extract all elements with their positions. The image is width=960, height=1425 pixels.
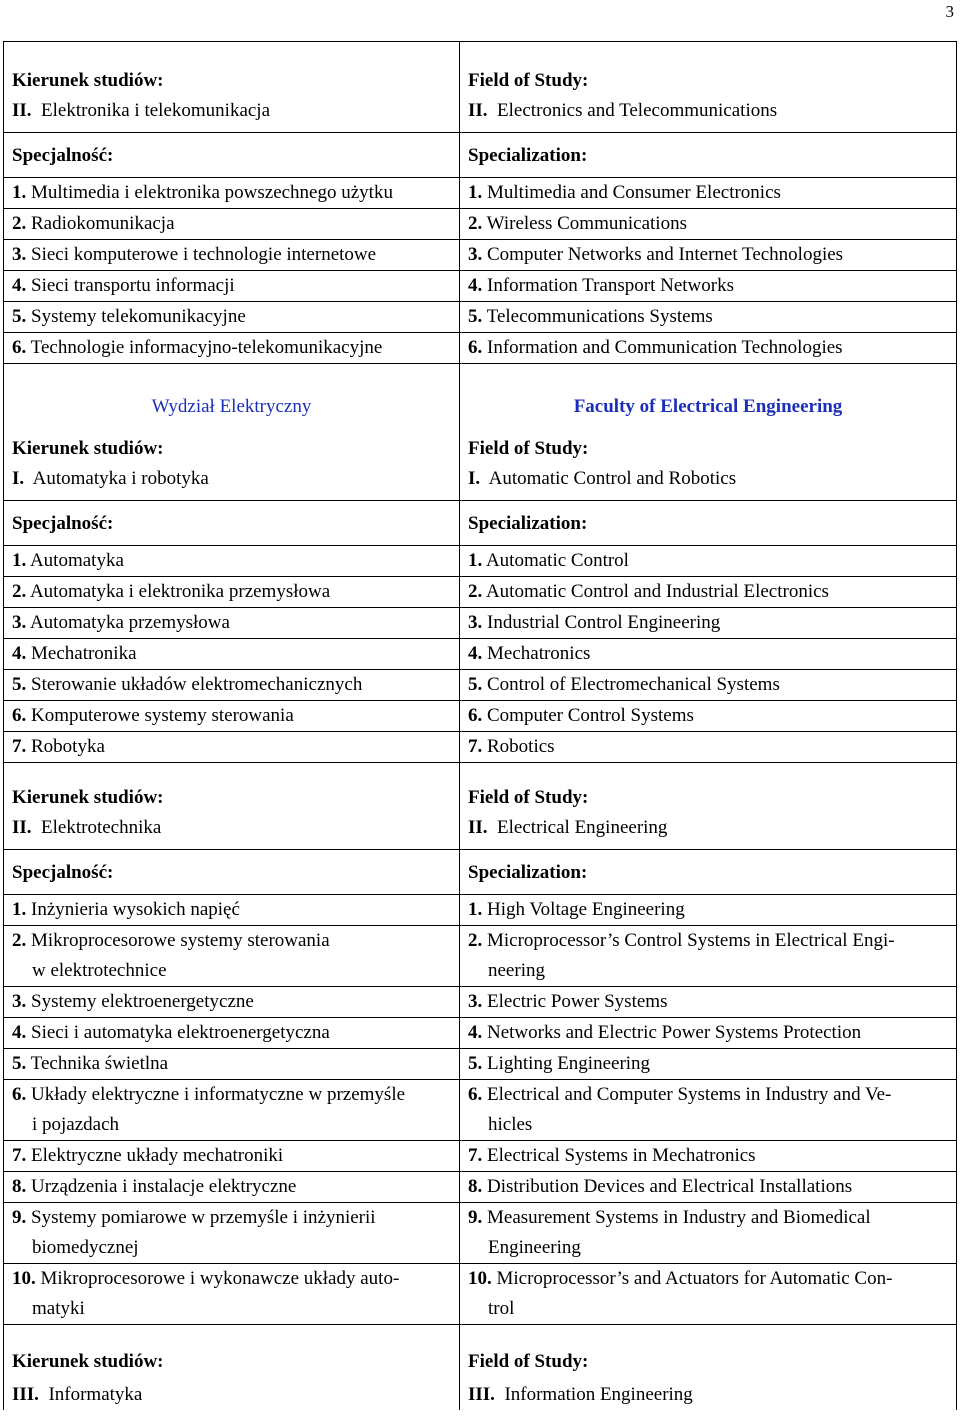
field-cell-en: [460, 763, 957, 850]
specialization-cell-pl: [4, 271, 460, 302]
item-name: Radiokomunikacja: [31, 213, 175, 234]
specialization-header-row: [4, 850, 957, 895]
item-name: Measurement Systems in Industry and Biomedical: [487, 1207, 871, 1228]
specialization-cell-pl: [4, 701, 460, 732]
item-number: 5.: [12, 1053, 27, 1074]
item-number: 6.: [12, 1084, 27, 1105]
item-name: Systemy elektroenergetyczne: [31, 991, 254, 1012]
field-number: I.: [468, 468, 481, 489]
item-name: Microprocessor’s and Actuators for Automatic Con-: [496, 1268, 893, 1289]
item-number: 1.: [12, 550, 27, 571]
item-name: Systemy telekomunikacyjne: [31, 306, 246, 327]
field-name-line: [12, 96, 451, 126]
field-cell-pl: [4, 42, 460, 133]
specialization-label: Specialization:: [468, 145, 588, 166]
field-number: II.: [468, 817, 488, 838]
field-number: II.: [12, 817, 32, 838]
item-name: Microprocessor’s Control Systems in Electrical Engi-: [487, 930, 895, 951]
specialization-row: [4, 670, 957, 701]
specialization-cell-en: [460, 701, 957, 732]
item-name: Computer Networks and Internet Technologies: [487, 244, 844, 265]
item-name: Urządzenia i instalacje elektryczne: [31, 1176, 297, 1197]
item-number: 4.: [468, 1022, 483, 1043]
item-number: 1.: [468, 550, 483, 571]
field-name: Informatyka: [48, 1384, 143, 1405]
item-name: Sieci komputerowe i technologie internetowe: [31, 244, 377, 265]
field-name: Automatic Control and Robotics: [488, 468, 737, 489]
item-name-continued: i pojazdach: [32, 1114, 120, 1135]
specialization-cell-pl: [4, 926, 460, 987]
specialization-row: [4, 577, 957, 608]
specialization-cell-en: [460, 1141, 957, 1172]
specialization-cell-en: [460, 895, 957, 926]
specialization-cell-pl: [4, 209, 460, 240]
item-number: 4.: [468, 275, 483, 296]
specialization-header-row: [4, 501, 957, 546]
spec-label-cell: [4, 501, 460, 546]
field-name-line: [12, 813, 451, 843]
faculty-title: Wydział Elektryczny: [151, 396, 312, 417]
item-name-continued: biomedycznej: [32, 1237, 139, 1258]
item-name: Układy elektryczne i informatyczne w przemyśle: [31, 1084, 406, 1105]
field-name: Electronics and Telecommunications: [497, 100, 778, 121]
specialization-cell-en: [460, 1080, 957, 1141]
specialization-cell-en: [460, 1203, 957, 1264]
specialization-cell-en: [460, 1264, 957, 1325]
specialization-cell-pl: [4, 639, 460, 670]
specialization-row: [4, 240, 957, 271]
specialization-row: [4, 987, 957, 1018]
item-name: Electrical and Computer Systems in Industry and Ve-: [487, 1084, 892, 1105]
item-number: 5.: [468, 674, 483, 695]
field-number: III.: [12, 1384, 39, 1405]
specialization-label: Specialization:: [468, 513, 588, 534]
faculty-row: [4, 364, 957, 501]
specialization-row: [4, 895, 957, 926]
item-name: Control of Electromechanical Systems: [487, 674, 780, 695]
field-number: I.: [12, 468, 25, 489]
specialization-cell-pl: [4, 895, 460, 926]
specialization-row: [4, 333, 957, 364]
item-number: 4.: [12, 275, 27, 296]
item-number: 5.: [12, 674, 27, 695]
item-number: 3.: [468, 612, 483, 633]
specialization-cell-en: [460, 670, 957, 701]
specialization-row: [4, 1172, 957, 1203]
item-number: 10.: [468, 1268, 492, 1289]
specialization-row: [4, 302, 957, 333]
item-name: Multimedia and Consumer Electronics: [487, 182, 781, 203]
item-number: 6.: [468, 705, 483, 726]
specialization-row: [4, 1080, 957, 1141]
field-name: Electrical Engineering: [497, 817, 668, 838]
item-number: 2.: [468, 581, 483, 602]
specialization-row: [4, 1141, 957, 1172]
specialization-row: [4, 1203, 957, 1264]
item-number: 3.: [468, 991, 483, 1012]
item-name: Systemy pomiarowe w przemyśle i inżynierii: [31, 1207, 376, 1228]
item-number: 1.: [468, 899, 483, 920]
item-name: Elektryczne układy mechatroniki: [31, 1145, 284, 1166]
specialization-cell-en: [460, 178, 957, 209]
specialization-cell-en: [460, 333, 957, 364]
item-name: Telecommunications Systems: [486, 306, 713, 327]
item-number: 2.: [468, 930, 483, 951]
spec-label-cell: [460, 501, 957, 546]
item-name: Automatic Control: [485, 550, 629, 571]
programs-table: [3, 41, 957, 1410]
item-name: Automatyka przemysłowa: [29, 612, 230, 633]
item-name: Wireless Communications: [486, 213, 687, 234]
specialization-cell-en: [460, 546, 957, 577]
item-name: Industrial Control Engineering: [487, 612, 721, 633]
item-number: 8.: [468, 1176, 483, 1197]
field-cell-en: [460, 1325, 957, 1411]
item-number: 7.: [468, 1145, 483, 1166]
specialization-row: [4, 701, 957, 732]
field-row: [4, 42, 957, 133]
specialization-cell-en: [460, 271, 957, 302]
item-name-continued: trol: [488, 1298, 515, 1319]
item-name: Multimedia i elektronika powszechnego użytku: [31, 182, 393, 203]
field-label: Kierunek studiów:: [12, 438, 164, 459]
specialization-label: Specjalność:: [12, 145, 114, 166]
item-number: 3.: [12, 612, 27, 633]
item-number: 2.: [12, 581, 27, 602]
field-name-line: [468, 813, 948, 843]
spec-label-cell: [4, 850, 460, 895]
specialization-row: [4, 546, 957, 577]
specialization-cell-pl: [4, 987, 460, 1018]
specialization-cell-pl: [4, 178, 460, 209]
item-name-continued: Engineering: [488, 1237, 581, 1258]
item-number: 1.: [12, 899, 27, 920]
field-name-line: [468, 1380, 948, 1410]
specialization-cell-pl: [4, 240, 460, 271]
item-name: Technologie informacyjno-telekomunikacyjne: [30, 337, 383, 358]
field-row: [4, 1325, 957, 1411]
specialization-cell-pl: [4, 577, 460, 608]
specialization-cell-pl: [4, 1264, 460, 1325]
item-number: 5.: [468, 1053, 483, 1074]
specialization-cell-pl: [4, 608, 460, 639]
specialization-cell-en: [460, 577, 957, 608]
item-number: 6.: [12, 337, 27, 358]
field-name-line: [12, 464, 451, 494]
specialization-row: [4, 209, 957, 240]
field-label: Kierunek studiów:: [12, 787, 164, 808]
item-number: 6.: [468, 337, 483, 358]
item-number: 3.: [12, 991, 27, 1012]
specialization-row: [4, 639, 957, 670]
specialization-cell-en: [460, 926, 957, 987]
specialization-cell-pl: [4, 1141, 460, 1172]
item-name-continued: neering: [488, 960, 545, 981]
page-number: 3: [945, 2, 954, 21]
item-number: 4.: [468, 643, 483, 664]
item-number: 6.: [12, 705, 27, 726]
item-name-continued: hicles: [488, 1114, 533, 1135]
item-number: 4.: [12, 643, 27, 664]
item-number: 2.: [468, 213, 483, 234]
field-label: Field of Study:: [468, 787, 589, 808]
faculty-cell-pl: [4, 364, 460, 501]
item-name: Networks and Electric Power Systems Protection: [487, 1022, 862, 1043]
specialization-cell-pl: [4, 546, 460, 577]
specialization-cell-pl: [4, 1080, 460, 1141]
specialization-cell-en: [460, 1172, 957, 1203]
field-number: II.: [468, 100, 488, 121]
field-label: Field of Study:: [468, 1351, 589, 1372]
specialization-row: [4, 178, 957, 209]
specialization-cell-pl: [4, 1018, 460, 1049]
item-name: Information and Communication Technologies: [487, 337, 843, 358]
specialization-label: Specialization:: [468, 862, 588, 883]
item-number: 7.: [12, 1145, 27, 1166]
item-name: Sterowanie układów elektromechanicznych: [31, 674, 363, 695]
specialization-cell-en: [460, 1018, 957, 1049]
specialization-row: [4, 608, 957, 639]
item-name: Robotics: [487, 736, 555, 757]
item-name: Computer Control Systems: [487, 705, 694, 726]
specialization-label: Specjalność:: [12, 862, 114, 883]
item-number: 5.: [12, 306, 27, 327]
field-cell-en: [460, 42, 957, 133]
specialization-label: Specjalność:: [12, 513, 114, 534]
item-name: Sieci i automatyka elektroenergetyczna: [31, 1022, 330, 1043]
specialization-cell-en: [460, 1049, 957, 1080]
specialization-cell-en: [460, 639, 957, 670]
specialization-cell-pl: [4, 732, 460, 763]
field-name: Information Engineering: [504, 1384, 693, 1405]
item-name: Automatic Control and Industrial Electronics: [485, 581, 829, 602]
item-number: 10.: [12, 1268, 36, 1289]
item-name: High Voltage Engineering: [487, 899, 685, 920]
item-number: 9.: [12, 1207, 27, 1228]
specialization-cell-en: [460, 732, 957, 763]
specialization-row: [4, 271, 957, 302]
specialization-cell-en: [460, 608, 957, 639]
item-name: Technika świetlna: [30, 1053, 169, 1074]
item-name-continued: w elektrotechnice: [32, 960, 167, 981]
field-label: Field of Study:: [468, 438, 589, 459]
spec-label-cell: [460, 133, 957, 178]
item-number: 3.: [12, 244, 27, 265]
item-name: Lighting Engineering: [487, 1053, 651, 1074]
field-name: Automatyka i robotyka: [32, 468, 209, 489]
specialization-cell-en: [460, 240, 957, 271]
faculty-title: Faculty of Electrical Engineering: [573, 396, 843, 417]
item-name: Mechatronics: [487, 643, 591, 664]
item-name: Mikroprocesorowe systemy sterowania: [31, 930, 330, 951]
specialization-row: [4, 732, 957, 763]
item-name: Komputerowe systemy sterowania: [31, 705, 294, 726]
item-number: 6.: [468, 1084, 483, 1105]
item-name: Automatyka: [29, 550, 124, 571]
specialization-cell-en: [460, 209, 957, 240]
spec-label-cell: [460, 850, 957, 895]
specialization-row: [4, 1049, 957, 1080]
field-name: Elektronika i telekomunikacja: [41, 100, 271, 121]
item-name: Sieci transportu informacji: [31, 275, 235, 296]
specialization-cell-pl: [4, 1049, 460, 1080]
item-number: 1.: [12, 182, 27, 203]
item-number: 8.: [12, 1176, 27, 1197]
item-number: 2.: [12, 213, 27, 234]
item-number: 4.: [12, 1022, 27, 1043]
specialization-row: [4, 926, 957, 987]
item-number: 7.: [468, 736, 483, 757]
specialization-row: [4, 1018, 957, 1049]
faculty-cell-en: [460, 364, 957, 501]
specialization-header-row: [4, 133, 957, 178]
specialization-cell-pl: [4, 1172, 460, 1203]
item-name: Electrical Systems in Mechatronics: [487, 1145, 756, 1166]
item-number: 2.: [12, 930, 27, 951]
specialization-cell-pl: [4, 302, 460, 333]
specialization-cell-pl: [4, 670, 460, 701]
specialization-cell-en: [460, 987, 957, 1018]
field-name-line: [12, 1380, 451, 1410]
item-number: 5.: [468, 306, 483, 327]
item-number: 3.: [468, 244, 483, 265]
item-name: Distribution Devices and Electrical Installations: [487, 1176, 853, 1197]
specialization-cell-pl: [4, 333, 460, 364]
spec-label-cell: [4, 133, 460, 178]
specialization-cell-pl: [4, 1203, 460, 1264]
field-cell-pl: [4, 763, 460, 850]
item-name: Automatyka i elektronika przemysłowa: [29, 581, 331, 602]
item-name: Information Transport Networks: [487, 275, 734, 296]
field-label: Kierunek studiów:: [12, 70, 164, 91]
item-name: Mikroprocesorowe i wykonawcze układy auto-: [40, 1268, 400, 1289]
item-number: 7.: [12, 736, 27, 757]
field-cell-pl: [4, 1325, 460, 1411]
field-name-line: [468, 464, 948, 494]
item-name-continued: matyki: [32, 1298, 85, 1319]
item-name: Inżynieria wysokich napięć: [31, 899, 240, 920]
item-name: Electric Power Systems: [487, 991, 668, 1012]
field-number: III.: [468, 1384, 495, 1405]
specialization-row: [4, 1264, 957, 1325]
item-name: Mechatronika: [31, 643, 137, 664]
field-name: Elektrotechnika: [41, 817, 162, 838]
item-number: 9.: [468, 1207, 483, 1228]
field-label: Field of Study:: [468, 70, 589, 91]
field-number: II.: [12, 100, 32, 121]
item-name: Robotyka: [31, 736, 105, 757]
field-row: [4, 763, 957, 850]
specialization-cell-en: [460, 302, 957, 333]
field-label: Kierunek studiów:: [12, 1351, 164, 1372]
item-number: 1.: [468, 182, 483, 203]
field-name-line: [468, 96, 948, 126]
